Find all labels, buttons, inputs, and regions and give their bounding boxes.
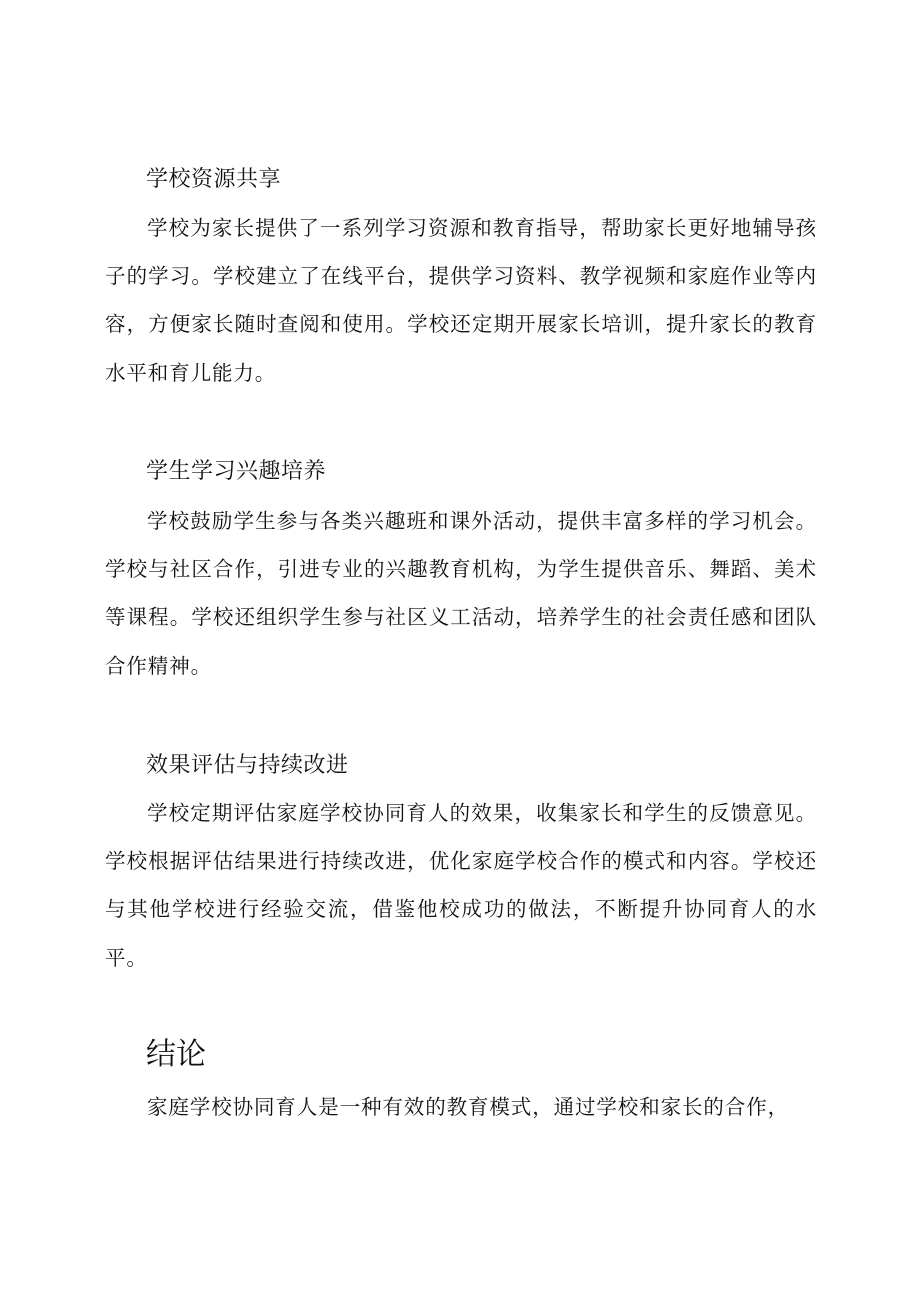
conclusion-heading: 结论 xyxy=(146,1037,206,1072)
section-heading-evaluation-improvement: 效果评估与持续改进 xyxy=(146,753,349,778)
section-heading-resource-sharing: 学校资源共享 xyxy=(146,167,282,192)
section-body-interest-cultivation: 学校鼓励学生参与各类兴趣班和课外活动，提供丰富多样的学习机会。学校与社区合作，引进专业的兴趣教育机构，为学生提供音乐、舞蹈、美术等课程。学校还组织学生参与社区义工活动，培养学生的社会责任感和团队合作精神。 xyxy=(105,509,817,678)
section-heading-interest-cultivation: 学生学习兴趣培养 xyxy=(146,459,327,484)
conclusion-body: 家庭学校协同育人是一种有效的教育模式，通过学校和家长的合作， xyxy=(147,1095,789,1119)
section-body-resource-sharing: 学校为家长提供了一系列学习资源和教育指导，帮助家长更好地辅导孩子的学习。学校建立了在线平台，提供学习资料、教学视频和家庭作业等内容，方便家长随时查阅和使用。学校还定期开展家长培训，提升家长的教育水平和育儿能力。 xyxy=(105,216,817,385)
section-body-evaluation-improvement: 学校定期评估家庭学校协同育人的效果，收集家长和学生的反馈意见。学校根据评估结果进行持续改进，优化家庭学校合作的模式和内容。学校还与其他学校进行经验交流，借鉴他校成功的做法，不断提升协同育人的水平。 xyxy=(105,801,817,970)
